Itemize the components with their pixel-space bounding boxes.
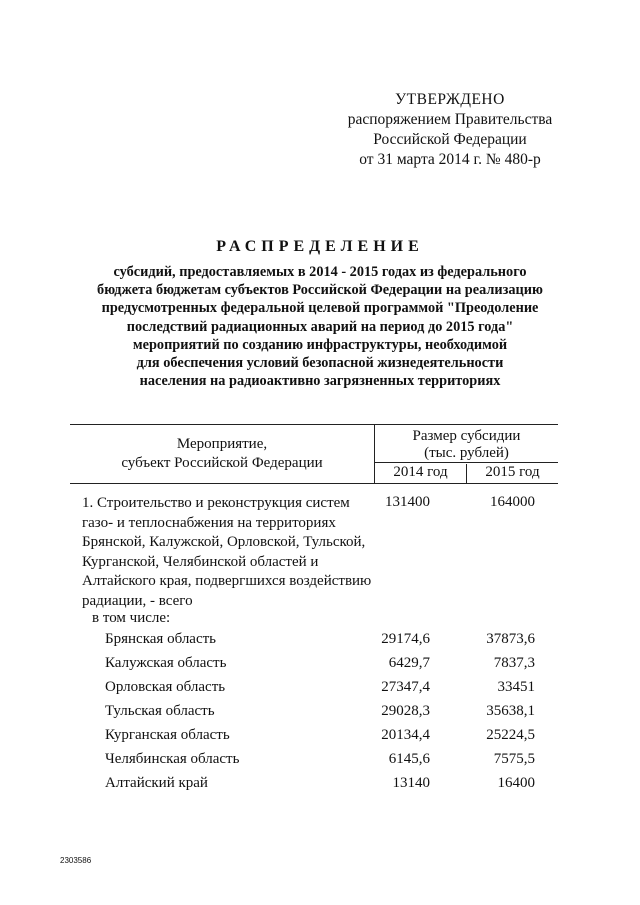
- document-subtitle: [80, 263, 560, 390]
- header-subsidy-line: (тыс. рублей): [424, 445, 509, 461]
- main-item-2014-value: 131400: [385, 494, 430, 510]
- approval-title: УТВЕРЖДЕНО: [395, 91, 505, 108]
- main-item-text: [82, 494, 374, 611]
- region-2014-value: 27347,4: [381, 679, 430, 695]
- region-2014-value: 29174,6: [381, 631, 430, 647]
- main-item-line: радиации, - всего: [82, 592, 193, 609]
- region-2015-value: 33451: [497, 679, 535, 695]
- main-item-line: 1. Строительство и реконструкция систем: [82, 495, 350, 511]
- region-2015-value: 35638,1: [486, 703, 535, 719]
- approval-line: от 31 марта 2014 г. № 480-р: [359, 151, 541, 168]
- subtitle-line: населения на радиоактивно загрязненных территориях: [139, 373, 501, 390]
- approval-stamp: [340, 90, 560, 170]
- header-subsidy-column: [375, 425, 558, 483]
- region-name: Брянская область: [105, 631, 217, 647]
- region-name: Орловская область: [105, 679, 226, 695]
- main-item-line: Брянской, Калужской, Орловской, Тульской,: [82, 534, 366, 550]
- header-measure-line: субъект Российской Федерации: [121, 455, 323, 471]
- region-2014-value: 20134,4: [381, 727, 430, 743]
- region-name: Тульская область: [105, 703, 215, 719]
- region-2014-value: 13140: [392, 775, 430, 791]
- subtitle-line: мероприятий по созданию инфраструктуры, необходимой: [132, 336, 508, 353]
- region-2014-value: 29028,3: [381, 703, 430, 719]
- region-2015-value: 7837,3: [493, 655, 535, 671]
- region-2014-value: 6429,7: [388, 655, 430, 671]
- subtitle-line: для обеспечения условий безопасной жизнедеятельности: [136, 355, 504, 372]
- document-code: 2303586: [60, 856, 92, 865]
- region-name: Алтайский край: [105, 775, 208, 791]
- table-header: [70, 424, 558, 484]
- region-name: Челябинская область: [105, 751, 240, 767]
- header-subsidy-line: Размер субсидии: [412, 428, 521, 444]
- subtitle-line: субсидий, предоставляемых в 2014 - 2015 годах из федерального: [113, 264, 527, 280]
- header-year-2014: 2014 год: [375, 464, 467, 484]
- document-heading: РАСПРЕДЕЛЕНИЕ: [216, 238, 424, 255]
- region-2015-value: 25224,5: [486, 727, 535, 743]
- region-2015-value: 7575,5: [493, 751, 535, 767]
- header-year-2015: 2015 год: [485, 464, 540, 480]
- region-2015-value: 37873,6: [486, 631, 535, 647]
- main-item-line: газо- и теплоснабжения на территориях: [82, 514, 336, 531]
- main-item-line: Курганской, Челябинской областей и: [82, 553, 319, 570]
- subtitle-line: предусмотренных федеральной целевой программой "Преодоление: [101, 300, 539, 317]
- approval-line: Российской Федерации: [373, 131, 527, 148]
- region-2015-value: 16400: [497, 775, 535, 791]
- subtitle-line: бюджета бюджетам субъектов Российской Федерации на реализацию: [97, 282, 543, 299]
- approval-line: распоряжением Правительства: [347, 111, 553, 128]
- header-measure-column: [70, 425, 375, 483]
- region-name: Курганская область: [105, 727, 230, 743]
- main-item-2015-value: 164000: [490, 494, 535, 510]
- main-item-line: Алтайского края, подвергшихся воздействию: [82, 573, 372, 589]
- header-subsidy-label: [375, 428, 558, 462]
- subtitle-line: последствий радиационных аварий на период до 2015 года": [126, 318, 514, 335]
- region-2014-value: 6145,6: [388, 751, 430, 767]
- header-years: [375, 462, 558, 484]
- region-name: Калужская область: [105, 655, 227, 671]
- header-measure-line: Мероприятие,: [176, 436, 268, 452]
- including-label: в том числе:: [92, 610, 171, 626]
